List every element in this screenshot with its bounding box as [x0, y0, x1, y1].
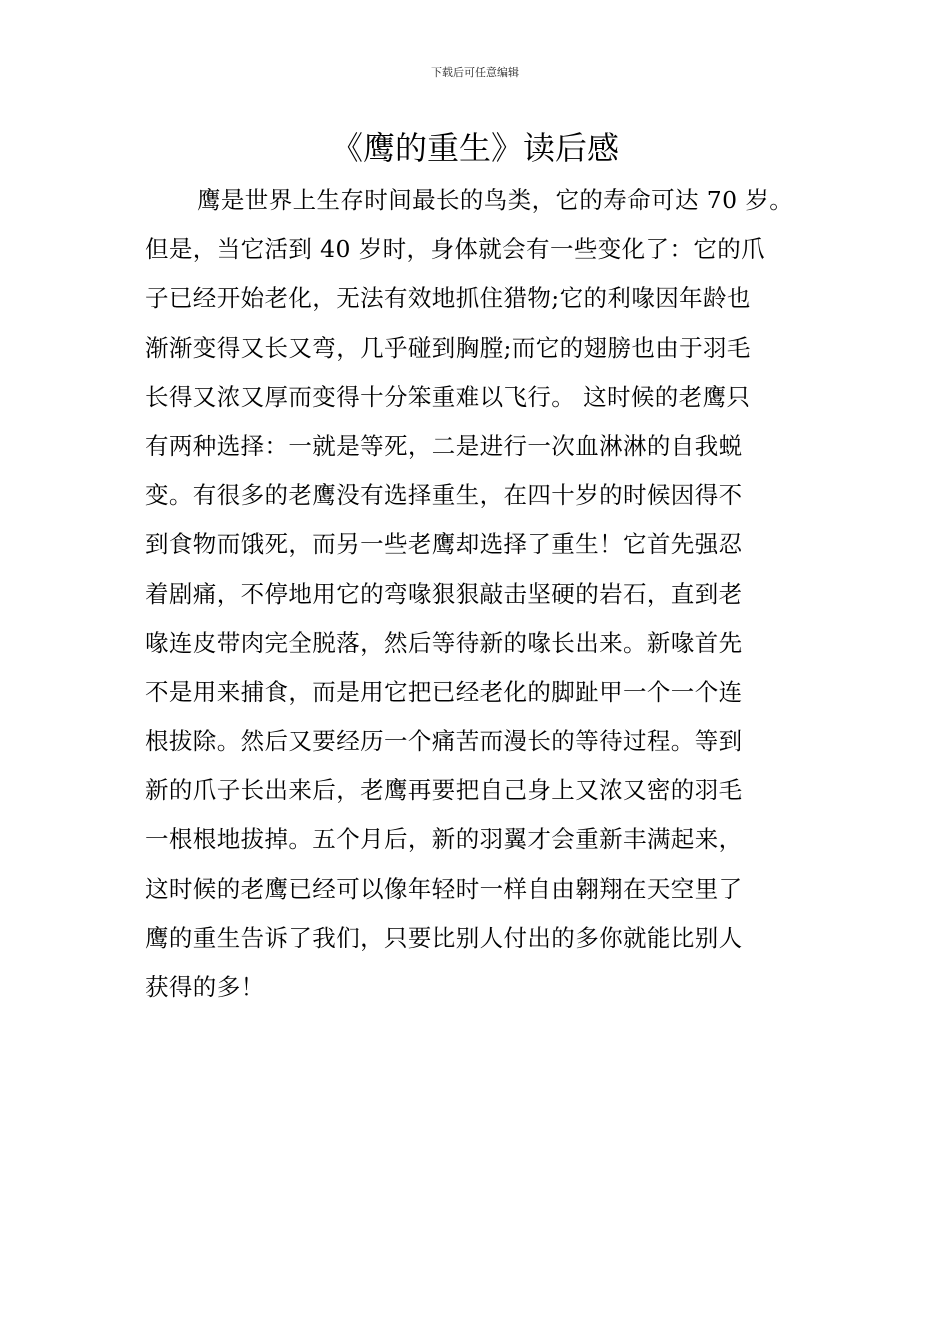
body-line: 子已经开始老化，无法有效地抓住猎物;它的利喙因年龄也 — [145, 284, 751, 313]
body-line: 获得的多！ — [145, 973, 265, 1001]
body-line: 根拔除。然后又要经历一个痛苦而漫长的等待过程。等到 — [145, 727, 743, 756]
body-line: 有两种选择：一就是等死，二是进行一次血淋淋的自我蜕 — [145, 431, 743, 460]
body-line: 渐渐变得又长又弯，几乎碰到胸膛;而它的翅膀也由于羽毛 — [145, 333, 751, 362]
body-line: 但是，当它活到 40 岁时，身体就会有一些变化了：它的爪 — [145, 235, 766, 264]
body-line: 不是用来捕食，而是用它把已经老化的脚趾甲一个一个连 — [145, 677, 743, 706]
body-line: 鹰是世界上生存时间最长的鸟类，它的寿命可达 70 岁。 — [197, 186, 794, 214]
body-line: 变。有很多的老鹰没有选择重生，在四十岁的时候因得不 — [145, 481, 743, 510]
page-header-note: 下载后可任意编辑 — [431, 66, 519, 79]
body-line: 鹰的重生告诉了我们，只要比别人付出的多你就能比别人 — [145, 923, 743, 952]
body-line: 这时候的老鹰已经可以像年轻时一样自由翱翔在天空里了 — [145, 874, 743, 903]
body-line: 一根根地拔掉。五个月后，新的羽翼才会重新丰满起来， — [145, 825, 743, 854]
body-line: 新的爪子长出来后，老鹰再要把自己身上又浓又密的羽毛 — [145, 776, 743, 805]
body-line: 着剧痛，不停地用它的弯喙狠狠敲击坚硬的岩石，直到老 — [145, 579, 743, 608]
document-body — [145, 176, 835, 1012]
body-line: 到食物而饿死，而另一些老鹰却选择了重生！它首先强忍 — [145, 530, 743, 559]
body-line: 喙连皮带肉完全脱落，然后等待新的喙长出来。新喙首先 — [145, 628, 743, 657]
document-title: 《鹰的重生》读后感 — [330, 129, 619, 167]
body-line: 长得又浓又厚而变得十分笨重难以飞行。 这时候的老鹰只 — [145, 382, 751, 411]
